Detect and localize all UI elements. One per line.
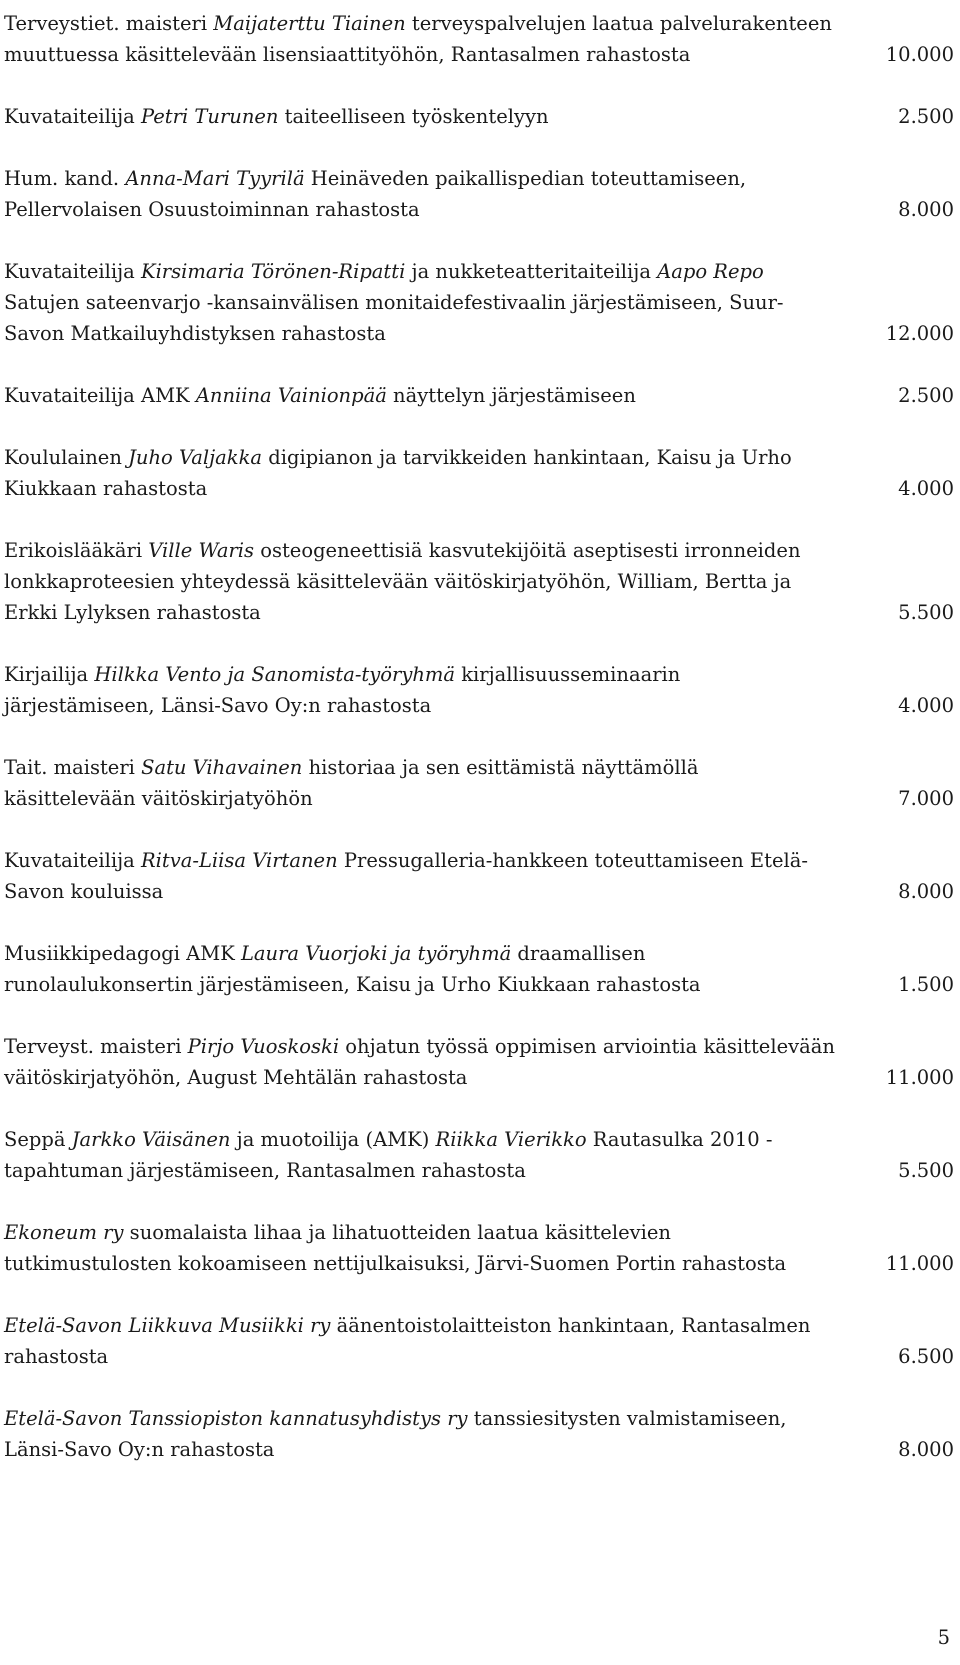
grant-entry bbox=[4, 1403, 954, 1465]
grant-entry bbox=[4, 163, 954, 225]
grant-entry bbox=[4, 8, 954, 70]
grant-entry bbox=[4, 752, 954, 814]
grant-entry bbox=[4, 1124, 954, 1186]
grant-entry bbox=[4, 256, 954, 349]
grant-description bbox=[4, 659, 836, 721]
grant-entry bbox=[4, 535, 954, 628]
grant-amount: 2.500 bbox=[898, 105, 954, 128]
description-text: Kirjailija bbox=[4, 663, 95, 686]
description-text: Terveystiet. maisteri bbox=[4, 12, 214, 35]
grant-description bbox=[4, 1031, 836, 1093]
grant-entry bbox=[4, 101, 954, 132]
grant-amount: 1.500 bbox=[898, 973, 954, 996]
grant-entry bbox=[4, 1217, 954, 1279]
grant-amount: 8.000 bbox=[898, 1438, 954, 1461]
description-text: kirjallisuusseminaarin järjestämiseen, Länsi-Savo Oy:n rahastosta bbox=[4, 663, 681, 717]
recipient-name: Riikka Vierikko bbox=[435, 1128, 587, 1151]
recipient-name: Satu Vihavainen bbox=[141, 756, 303, 779]
grant-description bbox=[4, 380, 836, 411]
grant-entry bbox=[4, 659, 954, 721]
recipient-name: Anna-Mari Tyyrilä bbox=[125, 167, 305, 190]
description-text: suomalaista lihaa ja lihatuotteiden laatua käsittelevien tutkimustulosten kokoamiseen nettijulkaisuksi, Järvi-Suomen Portin rahastosta bbox=[4, 1221, 787, 1275]
recipient-name: Juho Valjakka bbox=[128, 446, 263, 469]
description-text: Satujen sateenvarjo -kansainvälisen monitaidefestivaalin järjestämiseen, Suur-Savon Matkailuyhdistyksen rahastosta bbox=[4, 291, 784, 345]
grant-amount: 4.000 bbox=[898, 477, 954, 500]
description-text: Seppä bbox=[4, 1128, 72, 1151]
recipient-name: Hilkka Vento ja Sanomista-työryhmä bbox=[94, 663, 456, 686]
description-text: Kuvataiteilija bbox=[4, 105, 141, 128]
grant-description bbox=[4, 845, 836, 907]
grant-description bbox=[4, 1217, 836, 1279]
description-text: Erikoislääkäri bbox=[4, 539, 149, 562]
description-text: ohjatun työssä oppimisen arviointia käsittelevään väitöskirjatyöhön, August Mehtälän rahastosta bbox=[4, 1035, 835, 1089]
description-text: Koululainen bbox=[4, 446, 129, 469]
description-text: draamallisen runolaulukonsertin järjestämiseen, Kaisu ja Urho Kiukkaan rahastosta bbox=[4, 942, 701, 996]
description-text: Kuvataiteilija bbox=[4, 260, 141, 283]
description-text: Kuvataiteilija AMK bbox=[4, 384, 196, 407]
description-text: tanssiesitysten valmistamiseen, Länsi-Savo Oy:n rahastosta bbox=[4, 1407, 787, 1461]
recipient-name: Etelä-Savon Liikkuva Musiikki ry bbox=[4, 1314, 331, 1337]
page-number: 5 bbox=[937, 1626, 950, 1649]
grant-amount: 8.000 bbox=[898, 880, 954, 903]
description-text: historiaa ja sen esittämistä näyttämöllä käsittelevään väitöskirjatyöhön bbox=[4, 756, 699, 810]
grant-amount: 7.000 bbox=[898, 787, 954, 810]
grant-description bbox=[4, 752, 836, 814]
description-text: Pressugalleria-hankkeen toteuttamiseen Etelä-Savon kouluissa bbox=[4, 849, 808, 903]
grant-entry bbox=[4, 1310, 954, 1372]
grant-amount: 12.000 bbox=[885, 322, 954, 345]
grant-amount: 11.000 bbox=[885, 1252, 954, 1275]
description-text: Heinäveden paikallispedian toteuttamiseen, Pellervolaisen Osuustoiminnan rahastosta bbox=[4, 167, 747, 221]
recipient-name: Maijaterttu Tiainen bbox=[213, 12, 406, 35]
grant-amount: 10.000 bbox=[885, 43, 954, 66]
description-text: Musiikkipedagogi AMK bbox=[4, 942, 241, 965]
description-text: digipianon ja tarvikkeiden hankintaan, Kaisu ja Urho Kiukkaan rahastosta bbox=[4, 446, 792, 500]
recipient-name: Ville Waris bbox=[148, 539, 255, 562]
grant-amount: 5.500 bbox=[898, 1159, 954, 1182]
grant-amount: 6.500 bbox=[898, 1345, 954, 1368]
recipient-name: Etelä-Savon Tanssiopiston kannatusyhdistys ry bbox=[4, 1407, 468, 1430]
description-text: Terveyst. maisteri bbox=[4, 1035, 188, 1058]
description-text: Tait. maisteri bbox=[4, 756, 142, 779]
grant-entry bbox=[4, 845, 954, 907]
recipient-name: Anniina Vainionpää bbox=[195, 384, 387, 407]
grant-entry bbox=[4, 1031, 954, 1093]
description-text: osteogeneettisiä kasvutekijöitä aseptisesti irronneiden lonkkaproteesien yhteydessä käsittelevään väitöskirjatyöhön, William, Bertta ja Erkki Lylyksen rahastosta bbox=[4, 539, 801, 624]
description-text: ja muotoilija (AMK) bbox=[230, 1128, 436, 1151]
recipient-name: Aapo Repo bbox=[657, 260, 764, 283]
description-text: taiteelliseen työskentelyyn bbox=[278, 105, 549, 128]
grant-amount: 5.500 bbox=[898, 601, 954, 624]
description-text: näyttelyn järjestämiseen bbox=[386, 384, 636, 407]
grant-description bbox=[4, 442, 836, 504]
description-text: Rautasulka 2010 -tapahtuman järjestämiseen, Rantasalmen rahastosta bbox=[4, 1128, 773, 1182]
recipient-name: Petri Turunen bbox=[141, 105, 279, 128]
grant-amount: 4.000 bbox=[898, 694, 954, 717]
grant-entry bbox=[4, 380, 954, 411]
grant-description bbox=[4, 938, 836, 1000]
recipient-name: Ekoneum ry bbox=[4, 1221, 124, 1244]
recipient-name: Kirsimaria Törönen-Ripatti bbox=[141, 260, 406, 283]
recipient-name: Pirjo Vuoskoski bbox=[187, 1035, 340, 1058]
description-text: Kuvataiteilija bbox=[4, 849, 141, 872]
description-text: ja nukketeatteritaiteilija bbox=[405, 260, 658, 283]
recipient-name: Ritva-Liisa Virtanen bbox=[141, 849, 338, 872]
recipient-name: Laura Vuorjoki ja työryhmä bbox=[240, 942, 512, 965]
description-text: äänentoistolaitteiston hankintaan, Rantasalmen rahastosta bbox=[4, 1314, 811, 1368]
grant-entry bbox=[4, 442, 954, 504]
grant-description bbox=[4, 1403, 836, 1465]
grant-entry bbox=[4, 938, 954, 1000]
grant-description bbox=[4, 8, 836, 70]
grant-description bbox=[4, 535, 836, 628]
recipient-name: Jarkko Väisänen bbox=[71, 1128, 231, 1151]
grant-description bbox=[4, 256, 836, 349]
grant-amount: 2.500 bbox=[898, 384, 954, 407]
description-text: terveyspalvelujen laatua palvelurakenteen muuttuessa käsittelevään lisensiaattityöhön, Rantasalmen rahastosta bbox=[4, 12, 832, 66]
grant-list bbox=[4, 8, 954, 1496]
grant-description bbox=[4, 163, 836, 225]
description-text: Hum. kand. bbox=[4, 167, 126, 190]
grant-description bbox=[4, 1124, 836, 1186]
grant-description bbox=[4, 1310, 836, 1372]
grant-description bbox=[4, 101, 836, 132]
grant-amount: 11.000 bbox=[885, 1066, 954, 1089]
grant-amount: 8.000 bbox=[898, 198, 954, 221]
